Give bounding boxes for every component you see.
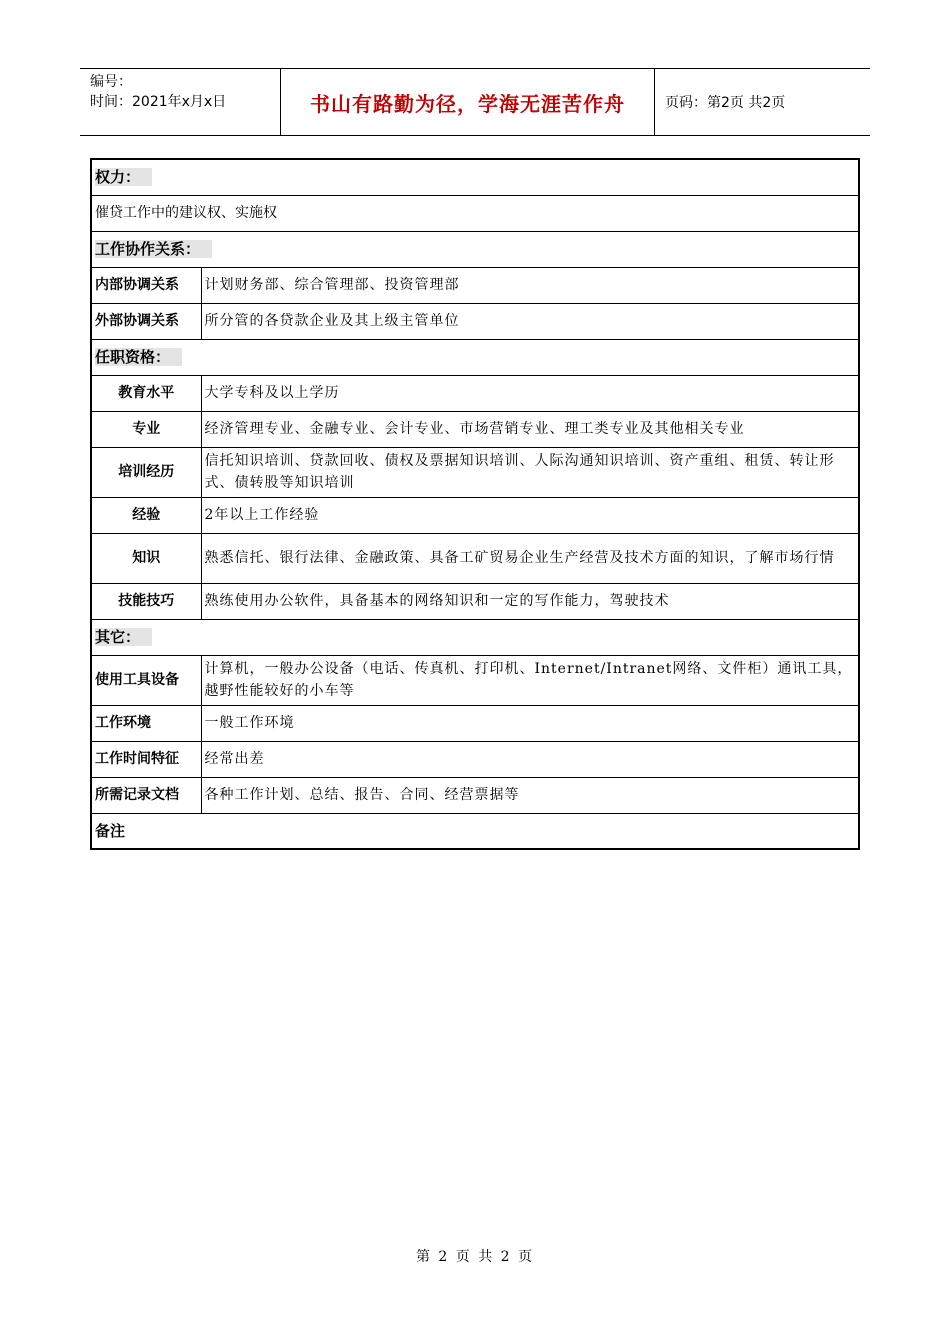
power-text: 催贷工作中的建议权、实施权 xyxy=(91,195,859,231)
table-row xyxy=(91,583,859,619)
work-time-value: 经常出差 xyxy=(201,741,859,777)
table-row xyxy=(91,303,859,339)
table-row xyxy=(91,705,859,741)
table-row xyxy=(91,533,859,583)
experience-value: 2年以上工作经验 xyxy=(201,497,859,533)
documents-label: 所需记录文档 xyxy=(91,777,201,813)
major-label: 专业 xyxy=(91,411,201,447)
job-description-table xyxy=(90,158,860,850)
table-row xyxy=(91,411,859,447)
external-coordination-label: 外部协调关系 xyxy=(91,303,201,339)
training-value: 信托知识培训、贷款回收、债权及票据知识培训、人际沟通知识培训、资产重组、租赁、转让形式、债转股等知识培训 xyxy=(201,447,859,497)
section-remarks-title: 备注 xyxy=(91,813,859,849)
environment-value: 一般工作环境 xyxy=(201,705,859,741)
major-value: 经济管理专业、金融专业、会计专业、市场营销专业、理工类专业及其他相关专业 xyxy=(201,411,859,447)
knowledge-value: 熟悉信托、银行法律、金融政策、具备工矿贸易企业生产经营及技术方面的知识，了解市场行情 xyxy=(201,533,859,583)
table-row xyxy=(91,447,859,497)
table-row xyxy=(91,497,859,533)
table-row xyxy=(91,375,859,411)
table-row xyxy=(91,655,859,705)
section-cooperation-title: 工作协作关系： xyxy=(91,231,859,267)
education-value: 大学专科及以上学历 xyxy=(201,375,859,411)
knowledge-label: 知识 xyxy=(91,533,201,583)
table-row xyxy=(91,267,859,303)
tools-label: 使用工具设备 xyxy=(91,655,201,705)
table-row xyxy=(91,777,859,813)
section-qualifications-title: 任职资格： xyxy=(91,339,859,375)
serial-label: 编号： xyxy=(90,74,132,90)
section-power-title: 权力： xyxy=(91,159,859,195)
time-label: 时间：2021年x月x日 xyxy=(90,94,227,110)
header-page-info: 页码：第2页 共2页 xyxy=(665,95,786,111)
internal-coordination-label: 内部协调关系 xyxy=(91,267,201,303)
tools-value: 计算机，一般办公设备（电话、传真机、打印机、Internet/Intranet网络、文件柜）通讯工具，越野性能较好的小车等 xyxy=(201,655,859,705)
page-header xyxy=(80,68,870,136)
training-label: 培训经历 xyxy=(91,447,201,497)
section-other-title: 其它： xyxy=(91,619,859,655)
documents-value: 各种工作计划、总结、报告、合同、经营票据等 xyxy=(201,777,859,813)
skills-label: 技能技巧 xyxy=(91,583,201,619)
experience-label: 经验 xyxy=(91,497,201,533)
header-meta xyxy=(80,69,281,135)
footer-page-number: 第 2 页 共 2 页 xyxy=(415,1249,535,1265)
internal-coordination-value: 计划财务部、综合管理部、投资管理部 xyxy=(201,267,859,303)
external-coordination-value: 所分管的各贷款企业及其上级主管单位 xyxy=(201,303,859,339)
environment-label: 工作环境 xyxy=(91,705,201,741)
page-footer xyxy=(0,1246,950,1266)
skills-value: 熟练使用办公软件，具备基本的网络知识和一定的写作能力，驾驶技术 xyxy=(201,583,859,619)
work-time-label: 工作时间特征 xyxy=(91,741,201,777)
header-motto: 书山有路勤为径，学海无涯苦作舟 xyxy=(281,69,655,135)
education-label: 教育水平 xyxy=(91,375,201,411)
table-row xyxy=(91,741,859,777)
